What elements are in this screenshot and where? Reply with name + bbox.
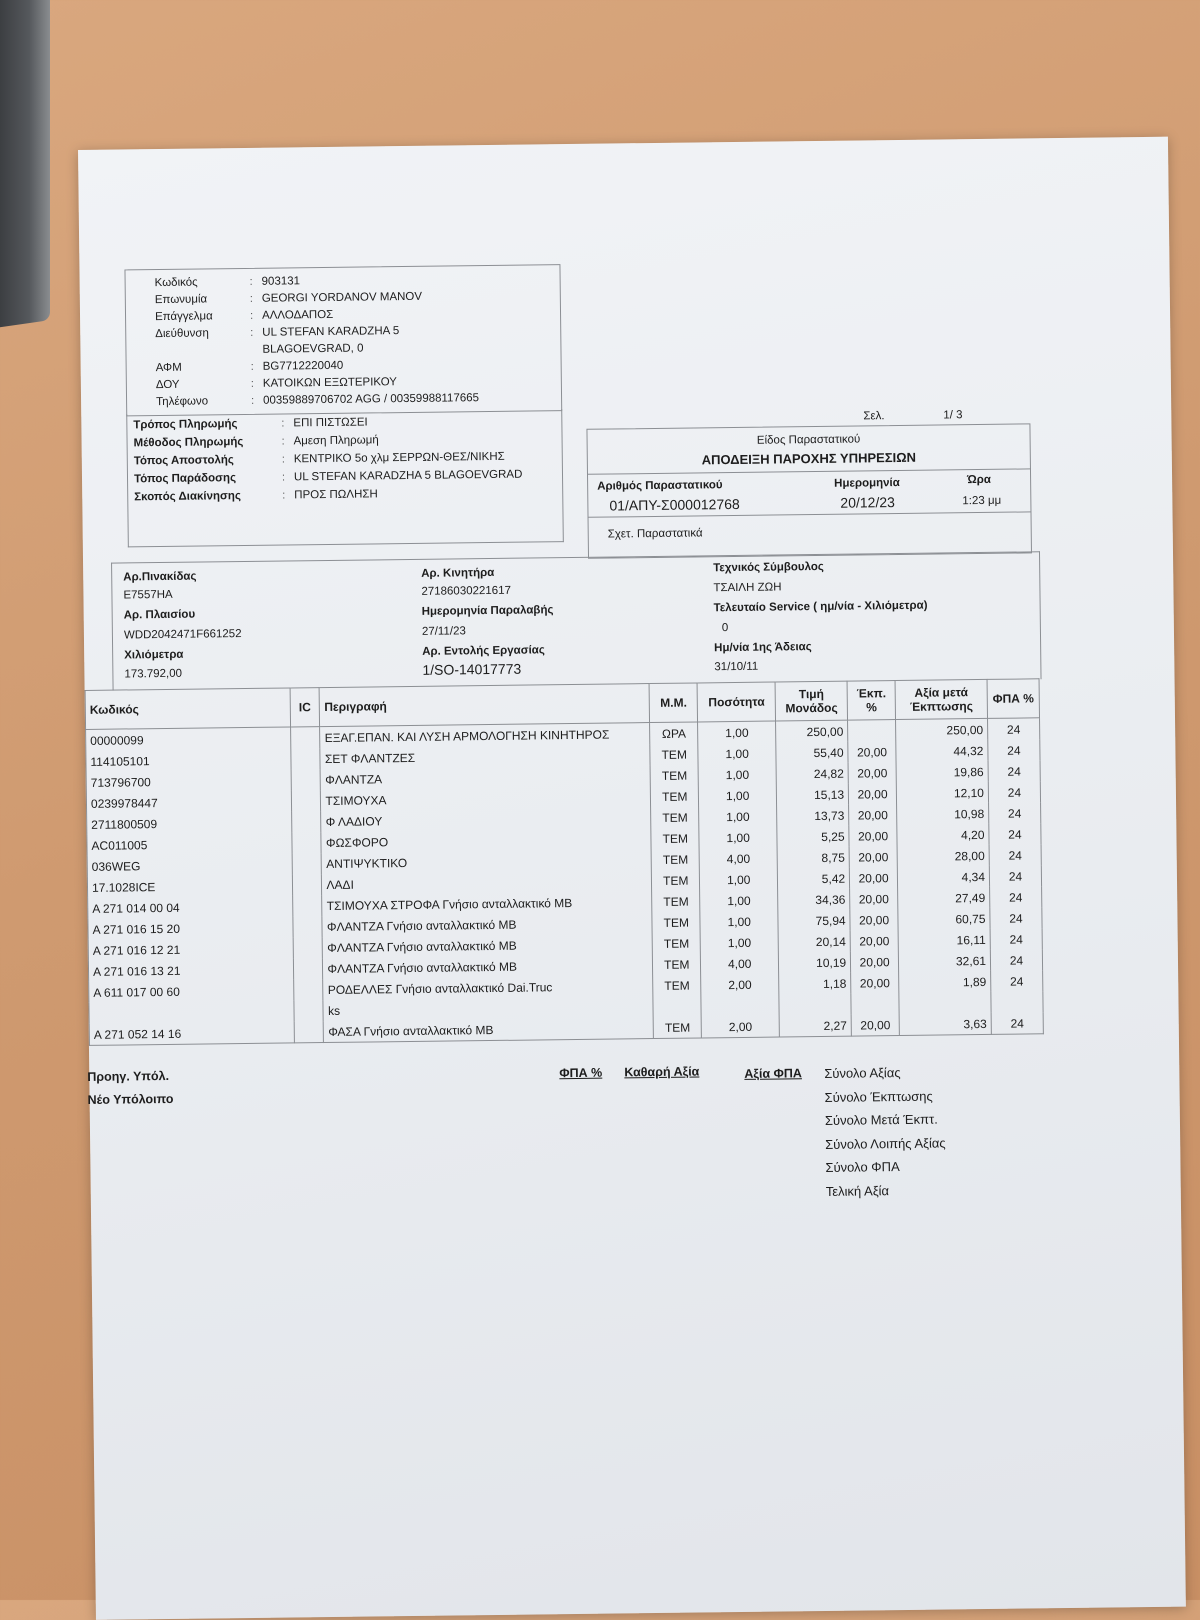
- cell-desc: ΦΛΑΝΤΖΑ Γνήσιο ανταλλακτικό MB: [323, 954, 653, 979]
- cell-code: [89, 1000, 294, 1023]
- cell-price: 1,18: [779, 973, 851, 995]
- cell-vat: 24: [989, 823, 1041, 845]
- separator: :: [282, 489, 286, 502]
- customer-field-value: BG7712220040: [262, 359, 344, 373]
- customer-field-label: Τηλέφωνο: [156, 395, 209, 409]
- cell-disc: 20,00: [849, 804, 897, 826]
- cell-ic: [292, 853, 322, 874]
- cell-desc: ΤΣΙΜΟΥΧΑ: [321, 786, 651, 811]
- cell-net: 28,00: [897, 845, 989, 867]
- cell-disc: 20,00: [849, 846, 897, 868]
- cell-desc: ΑΝΤΙΨΥΚΤΙΚΟ: [322, 849, 652, 874]
- cell-desc: ΣΕΤ ΦΛΑΝΤΖΕΣ: [320, 744, 650, 769]
- customer-field-label: ΔΟΥ: [155, 378, 180, 392]
- cell-vat: 24: [988, 718, 1040, 740]
- cell-price: 5,42: [778, 868, 850, 890]
- shipping-field-value: ΕΠΙ ΠΙΣΤΩΣΕΙ: [293, 416, 368, 430]
- cell-ic: [293, 979, 323, 1000]
- cell-code: 00000099: [86, 727, 291, 751]
- cell-vat: 24: [989, 844, 1041, 866]
- doc-type-label: Είδος Παραστατικού: [756, 433, 861, 447]
- cell-price: 55,40: [776, 742, 848, 764]
- cell-price: 75,94: [778, 910, 850, 932]
- cell-unit: ΤΕΜ: [650, 743, 698, 765]
- km-label: Χιλιόμετρα: [124, 648, 184, 662]
- cell-ic: [291, 790, 321, 811]
- customer-field-label: Διεύθυνση: [155, 327, 209, 341]
- cell-qty: 1,00: [698, 721, 776, 743]
- cell-net: 4,34: [897, 866, 989, 888]
- cell-net: 27,49: [898, 887, 990, 909]
- cell-disc: 20,00: [849, 825, 897, 847]
- items-table: [85, 678, 1044, 1046]
- cell-code: 036WEG: [87, 853, 292, 876]
- vehicle-box: [111, 551, 1041, 690]
- cell-vat: 24: [990, 949, 1042, 971]
- separator: :: [281, 453, 285, 466]
- cell-vat: 24: [991, 1012, 1043, 1034]
- doc-type: ΑΠΟΔΕΙΞΗ ΠΑΡΟΧΗΣ ΥΠΗΡΕΣΙΩΝ: [701, 449, 917, 468]
- received-label: Ημερομηνία Παραλαβής: [421, 604, 554, 618]
- invoice-document: [78, 137, 1186, 1620]
- shipping-field-value: UL STEFAN KARADZHA 5 BLAGOEVGRAD: [293, 468, 523, 484]
- cell-disc: 20,00: [850, 909, 898, 931]
- cell-code: 114105101: [86, 748, 291, 771]
- doc-number: 01/ΑΠΥ-Σ000012768: [609, 495, 740, 514]
- cell-code: A 271 016 12 21: [88, 937, 293, 960]
- cell-unit: ΤΕΜ: [652, 932, 700, 954]
- col-ic: IC: [290, 688, 320, 727]
- service-value: 0: [721, 622, 729, 635]
- cell-code: A 271 014 00 04: [88, 895, 293, 918]
- shipping-field-label: Τόπος Αποστολής: [133, 454, 234, 468]
- col-qty: Ποσότητα: [697, 682, 775, 722]
- separator: :: [249, 309, 254, 322]
- shipping-field-value: Αμεση Πληρωμή: [293, 434, 379, 448]
- cell-desc: ΦΛΑΝΤΖΑ Γνήσιο ανταλλακτικό MB: [323, 933, 653, 958]
- cell-qty: 2,00: [701, 973, 779, 995]
- total-label: Σύνολο Έκπτωσης: [824, 1088, 933, 1105]
- cell-disc: 20,00: [849, 867, 897, 889]
- chassis-label: Αρ. Πλαισίου: [123, 608, 196, 622]
- plate-label: Αρ.Πινακίδας: [123, 570, 197, 584]
- cell-net: 16,11: [898, 929, 990, 951]
- cell-price: 8,75: [777, 847, 849, 869]
- cell-ic: [292, 874, 322, 895]
- customer-field-value: ΑΛΛΟΔΑΠΟΣ: [261, 308, 334, 322]
- shipping-field-label: Τόπος Παράδοσης: [133, 472, 237, 486]
- cell-disc: 20,00: [851, 972, 899, 994]
- customer-field-value: GEORGI YORDANOV MANOV: [261, 290, 423, 305]
- cell-disc: 20,00: [848, 762, 896, 784]
- separator: :: [281, 417, 285, 430]
- cell-ic: [293, 937, 323, 958]
- cell-vat: 24: [989, 802, 1041, 824]
- cell-vat: 24: [990, 928, 1042, 950]
- cell-code: 17.1028ICE: [87, 874, 292, 897]
- shipping-field-label: Τρόπος Πληρωμής: [133, 418, 238, 432]
- cell-net: 44,32: [896, 740, 988, 762]
- separator: :: [281, 435, 285, 448]
- cell-ic: [291, 832, 321, 853]
- col-desc: Περιγραφή: [320, 684, 650, 727]
- cell-net: 12,10: [896, 782, 988, 804]
- total-label: Τελική Αξία: [825, 1182, 890, 1199]
- cell-unit: ΤΕΜ: [652, 869, 700, 891]
- cell-unit: ΤΕΜ: [653, 1016, 701, 1038]
- cell-code: A 271 016 13 21: [88, 958, 293, 981]
- cell-unit: ΤΕΜ: [651, 827, 699, 849]
- cell-unit: ΩΡΑ: [650, 722, 698, 744]
- advisor-value: ΤΣΑΙΛΗ ΖΩΗ: [713, 581, 782, 595]
- cell-code: A 611 017 00 60: [89, 979, 294, 1002]
- cell-vat: 24: [989, 865, 1041, 887]
- cell-unit: ΤΕΜ: [652, 890, 700, 912]
- cell-qty: 1,00: [700, 911, 778, 933]
- customer-field-value: ΚΑΤΟΙΚΩΝ ΕΞΩΤΕΡΙΚΟΥ: [262, 376, 398, 390]
- cell-disc: 20,00: [851, 1014, 899, 1036]
- doc-time: 1:23 μμ: [962, 494, 1002, 508]
- engine-label: Αρ. Κινητήρα: [421, 566, 495, 580]
- cell-desc: ΡΟΔΕΛΛΕΣ Γνήσιο ανταλλακτικό Dai.Truc: [323, 975, 653, 1000]
- cell-ic: [293, 1000, 323, 1021]
- cell-vat: [991, 991, 1043, 1013]
- cell-price: 2,27: [779, 1015, 851, 1037]
- cell-desc: ΕΞΑΓ.ΕΠΑΝ. ΚΑΙ ΛΥΣΗ ΑΡΜΟΛΟΓΗΣΗ ΚΙΝΗΤΗΡΟΣ: [320, 723, 650, 749]
- cell-qty: 1,00: [698, 743, 776, 765]
- shipping-field-label: Μέθοδος Πληρωμής: [133, 436, 244, 450]
- cell-unit: ΤΕΜ: [651, 806, 699, 828]
- col-net: Αξία μετά Έκπτωσης: [895, 679, 987, 719]
- cell-price: 24,82: [776, 763, 848, 785]
- cell-price: 34,36: [778, 889, 850, 911]
- cell-unit: ΤΕΜ: [651, 785, 699, 807]
- cell-qty: 1,00: [700, 869, 778, 891]
- cell-price: 20,14: [778, 931, 850, 953]
- cell-net: 32,61: [898, 950, 990, 972]
- col-unit: Μ.Μ.: [649, 683, 697, 723]
- cell-desc: ΦΛΑΝΤΖΑ: [321, 765, 651, 790]
- separator: :: [250, 377, 255, 390]
- cell-net: [899, 992, 991, 1014]
- cell-ic: [292, 916, 322, 937]
- cell-ic: [291, 811, 321, 832]
- cell-net: 10,98: [897, 803, 989, 825]
- separator: :: [281, 471, 286, 484]
- doc-date-label: Ημερομηνία: [834, 476, 900, 490]
- shipping-field-label: Σκοπός Διακίνησης: [134, 490, 241, 504]
- cell-qty: 4,00: [701, 953, 779, 975]
- chassis-value: WDD2042471F661252: [123, 628, 242, 642]
- cell-disc: 20,00: [850, 888, 898, 910]
- cell-disc: 20,00: [851, 951, 899, 973]
- cell-code: A 271 016 15 20: [88, 916, 293, 939]
- order-label: Αρ. Εντολής Εργασίας: [422, 644, 545, 658]
- col-disc: Έκπ. %: [847, 681, 895, 721]
- cell-desc: ΦΑΣΑ Γνήσιο ανταλλακτικό MB: [324, 1017, 654, 1043]
- cell-vat: 24: [991, 970, 1043, 992]
- cell-code: A 271 052 14 16: [89, 1021, 294, 1045]
- cell-price: [779, 994, 851, 1016]
- cell-desc: ΤΣΙΜΟΥΧΑ ΣΤΡΟΦΑ Γνήσιο ανταλλακτικό MB: [322, 891, 652, 916]
- doc-time-label: Ώρα: [967, 473, 991, 487]
- vat-value-header: Αξία ΦΠΑ: [744, 1066, 802, 1081]
- customer-field-label: Επωνυμία: [154, 293, 208, 307]
- customer-field-value: UL STEFAN KARADZHA 5: [262, 325, 400, 339]
- cell-qty: [701, 994, 779, 1016]
- advisor-label: Τεχνικός Σύμβουλος: [713, 560, 824, 575]
- cell-ic: [290, 748, 320, 769]
- doc-number-label: Αριθμός Παραστατικού: [597, 479, 723, 493]
- page-label: Σελ.: [863, 410, 885, 423]
- engine-value: 27186030221617: [421, 584, 512, 598]
- separator: :: [250, 360, 254, 373]
- cell-unit: ΤΕΜ: [653, 974, 701, 996]
- cell-code: 0239978447: [86, 790, 291, 813]
- new-balance-label: Νέο Υπόλοιπο: [87, 1091, 174, 1107]
- cell-price: 10,19: [779, 952, 851, 974]
- vat-pct-header: ΦΠΑ %: [559, 1065, 603, 1081]
- cell-price: 5,25: [777, 826, 849, 848]
- customer-field-label: Επάγγελμα: [154, 310, 213, 324]
- cell-qty: 1,00: [698, 764, 776, 786]
- cell-qty: 1,00: [700, 890, 778, 912]
- cell-disc: 20,00: [850, 930, 898, 952]
- shipping-field-value: ΠΡΟΣ ΠΩΛΗΣΗ: [294, 488, 378, 502]
- cell-qty: 2,00: [701, 1015, 779, 1037]
- cell-code: 713796700: [86, 769, 291, 792]
- col-code: Κωδικός: [85, 688, 290, 729]
- cell-disc: 20,00: [848, 741, 896, 763]
- cell-net: 19,86: [896, 761, 988, 783]
- cell-net: 250,00: [896, 718, 988, 741]
- phone-edge: [0, 0, 50, 330]
- shipping-field-value: ΚΕΝΤΡΙΚΟ 5ο χλμ ΣΕΡΡΩΝ-ΘΕΣ/ΝΙΚΗΣ: [293, 450, 505, 466]
- cell-disc: [848, 720, 896, 742]
- cell-vat: 24: [988, 760, 1040, 782]
- cell-desc: Φ ΛΑΔΙΟΥ: [321, 807, 651, 832]
- separator: :: [250, 326, 254, 339]
- cell-disc: 20,00: [848, 783, 896, 805]
- plate-value: E7557HA: [123, 588, 173, 602]
- cell-net: 1,89: [899, 971, 991, 993]
- total-label: Σύνολο Λοιπής Αξίας: [825, 1134, 946, 1152]
- customer-field-value: BLAGOEVGRAD, 0: [262, 342, 364, 356]
- cell-ic: [292, 895, 322, 916]
- cell-code: 2711800509: [87, 811, 292, 834]
- km-value: 173.792,00: [124, 667, 183, 681]
- cell-vat: 24: [990, 907, 1042, 929]
- cell-desc: ΦΛΑΝΤΖΑ Γνήσιο ανταλλακτικό MB: [322, 912, 652, 937]
- customer-field-label: Κωδικός: [154, 276, 198, 290]
- received-value: 27/11/23: [421, 625, 466, 638]
- service-label: Τελευταίο Service ( ημ/νία - Χιλιόμετρα): [713, 599, 928, 615]
- cell-desc: ks: [323, 996, 653, 1021]
- cell-unit: ΤΕΜ: [651, 848, 699, 870]
- total-label: Σύνολο Αξίας: [824, 1065, 901, 1081]
- cell-desc: ΦΩΣΦΟΡΟ: [321, 828, 651, 853]
- cell-net: 4,20: [897, 824, 989, 846]
- page-number: 1/ 3: [943, 409, 963, 422]
- customer-field-value: 903131: [261, 275, 301, 288]
- customer-field-value: 00359889706702 AGG / 00359988117665: [263, 392, 480, 407]
- total-label: Σύνολο Μετά Έκπτ.: [824, 1111, 938, 1128]
- cell-unit: [653, 995, 701, 1017]
- cell-vat: 24: [988, 739, 1040, 761]
- cell-qty: 1,00: [699, 785, 777, 807]
- cell-qty: 1,00: [700, 932, 778, 954]
- cell-ic: [293, 958, 323, 979]
- cell-ic: [291, 769, 321, 790]
- license-label: Ημ/νία 1ης Άδειας: [714, 641, 812, 655]
- doc-date: 20/12/23: [840, 494, 895, 511]
- cell-disc: [851, 993, 899, 1015]
- cell-price: 15,13: [777, 784, 849, 806]
- cell-qty: 1,00: [699, 806, 777, 828]
- cell-qty: 1,00: [699, 827, 777, 849]
- cell-net: 3,63: [899, 1013, 991, 1036]
- cell-ic: [294, 1021, 324, 1043]
- cell-unit: ΤΕΜ: [652, 911, 700, 933]
- cell-code: AC011005: [87, 832, 292, 855]
- related-docs-label: Σχετ. Παραστατικά: [607, 527, 703, 541]
- cell-vat: 24: [988, 781, 1040, 803]
- separator: :: [251, 394, 255, 407]
- customer-field-label: ΑΦΜ: [155, 361, 182, 375]
- cell-net: 60,75: [898, 908, 990, 930]
- prev-balance-label: Προηγ. Υπόλ.: [87, 1068, 170, 1084]
- license-value: 31/10/11: [714, 660, 759, 674]
- cell-vat: 24: [990, 886, 1042, 908]
- cell-desc: ΛΑΔΙ: [322, 870, 652, 895]
- cell-unit: ΤΕΜ: [650, 764, 698, 786]
- order-value: 1/SO-14017773: [422, 660, 522, 678]
- cell-price: 13,73: [777, 805, 849, 827]
- col-price: Τιμή Μονάδος: [775, 681, 847, 721]
- cell-price: 250,00: [776, 720, 848, 742]
- cell-ic: [290, 727, 320, 749]
- cell-unit: ΤΕΜ: [653, 953, 701, 975]
- separator: :: [249, 292, 253, 305]
- cell-qty: 4,00: [699, 848, 777, 870]
- col-vat: ΦΠΑ %: [987, 679, 1039, 719]
- net-value-header: Καθαρή Αξία: [624, 1064, 700, 1080]
- total-label: Σύνολο ΦΠΑ: [825, 1159, 900, 1175]
- separator: :: [249, 275, 253, 288]
- customer-fields: [78, 137, 1168, 409]
